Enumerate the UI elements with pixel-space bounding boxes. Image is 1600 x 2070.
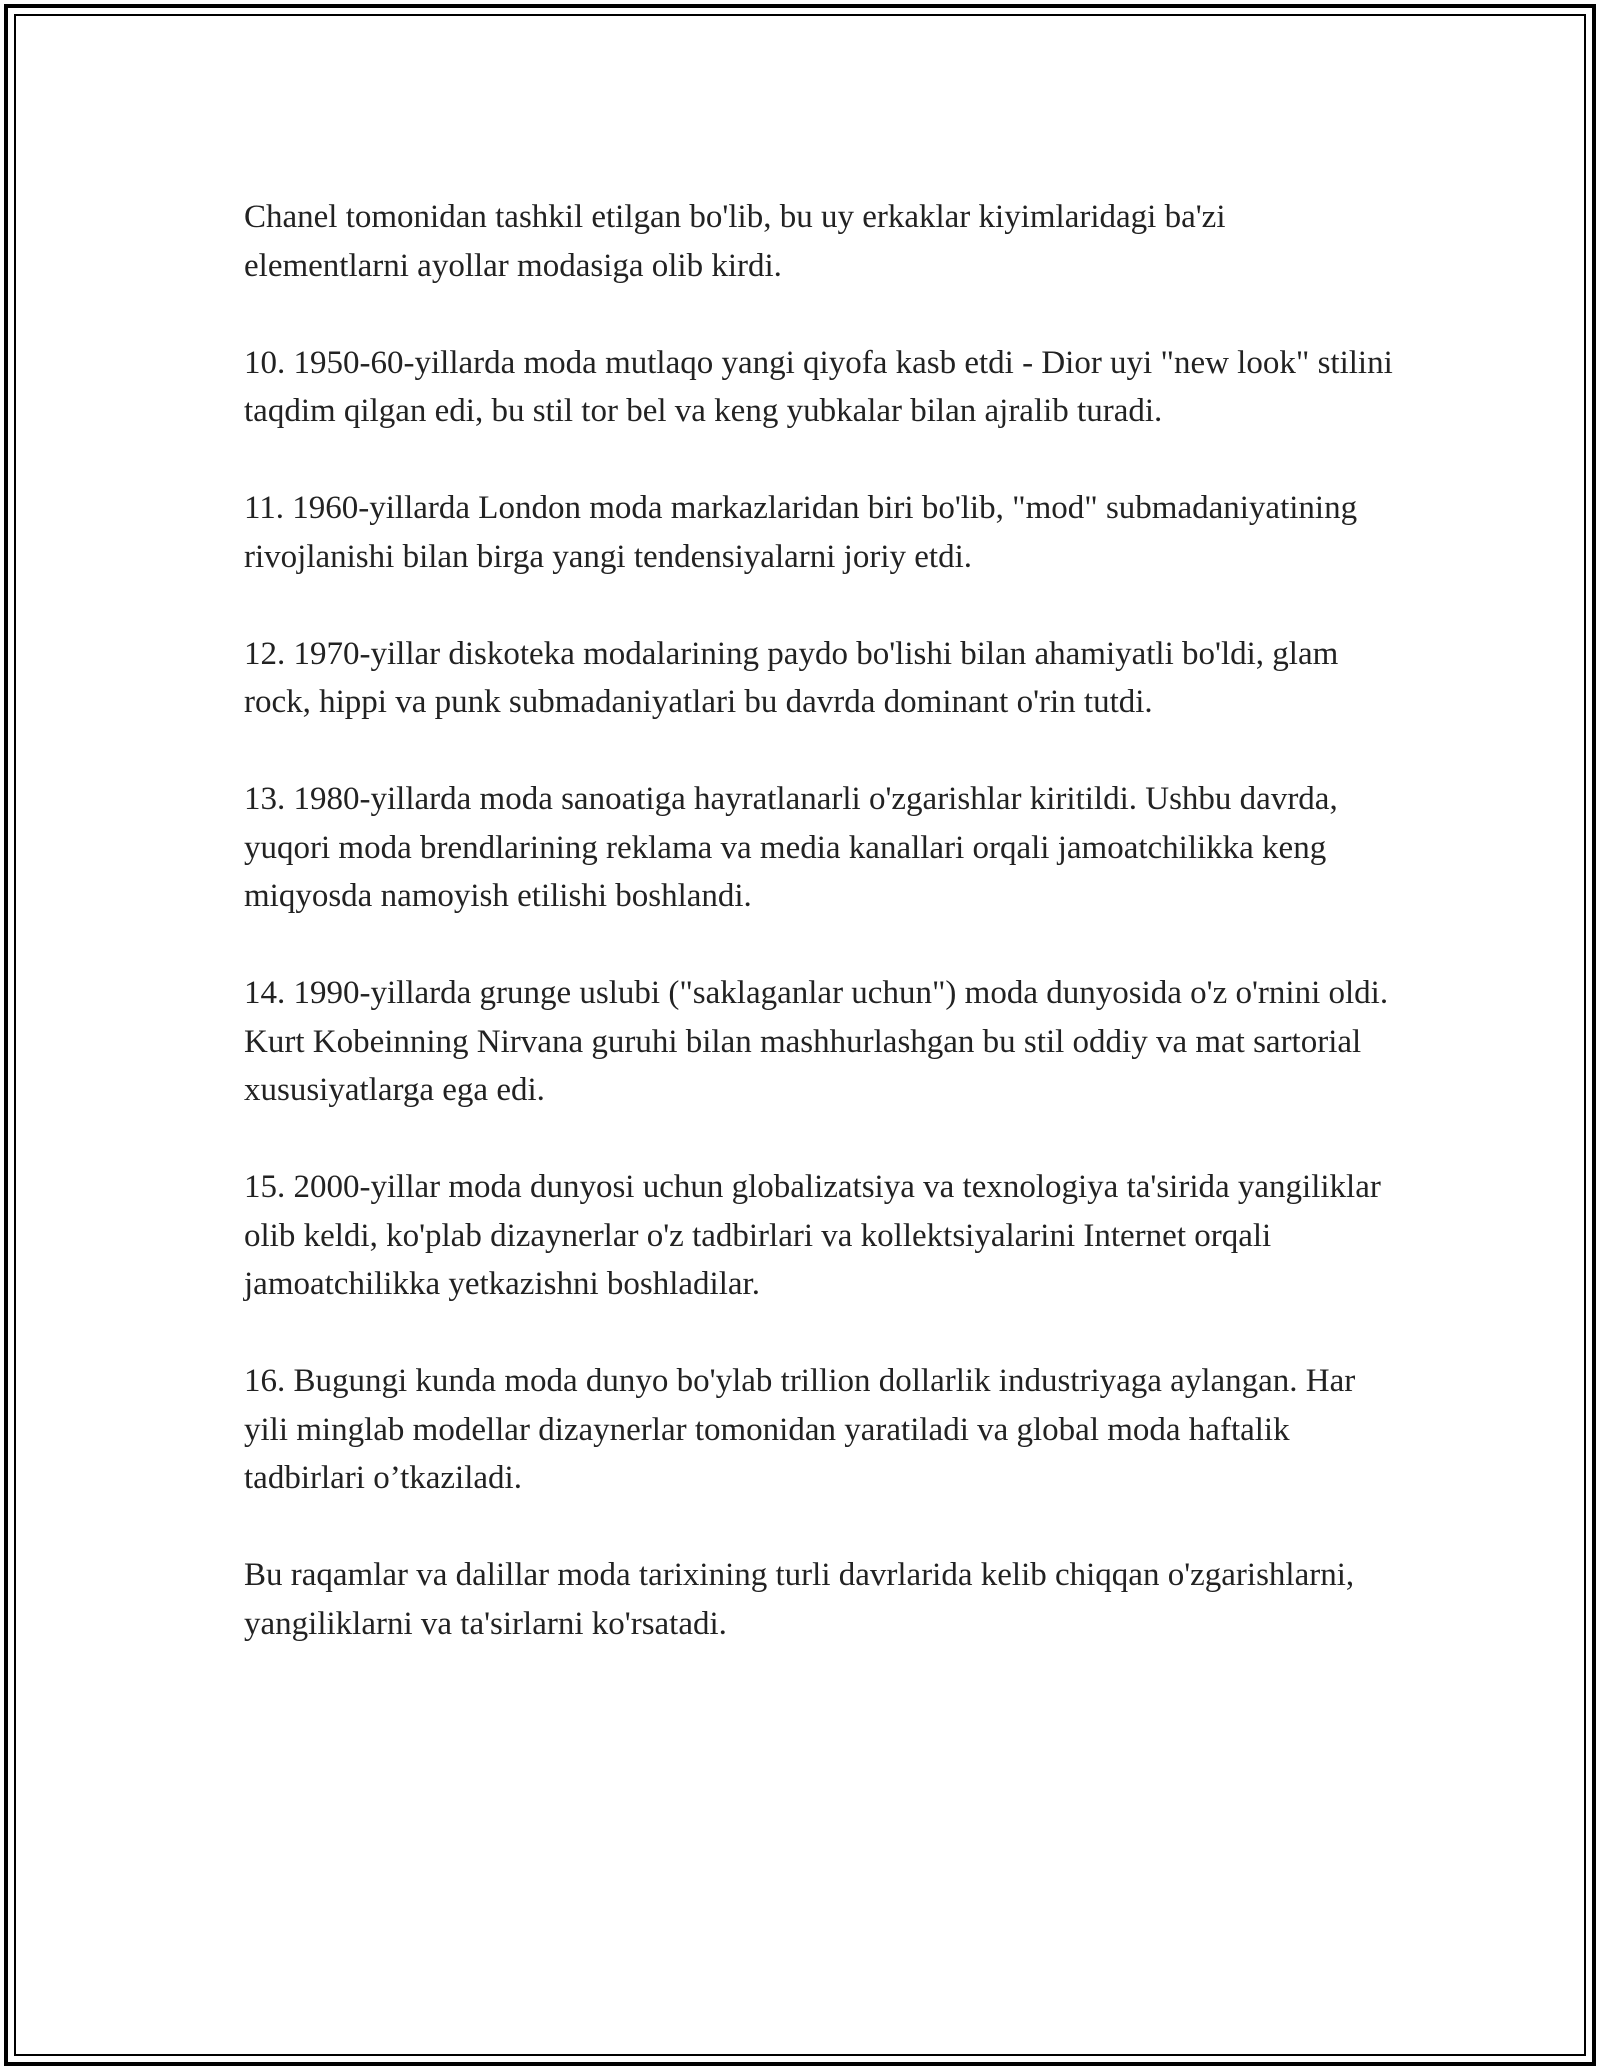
document-body xyxy=(244,193,1394,1697)
paragraph-item-16: 16. Bugungi kunda moda dunyo bo'ylab trillion dollarlik industriyaga aylangan. Har yili minglab modellar dizaynerlar tomonidan yaratiladi va global moda haftalik tadbirlari o’tkaziladi. xyxy=(244,1363,1356,1496)
paragraph-item-12: 12. 1970-yillar diskoteka modalarining paydo bo'lishi bilan ahamiyatli bo'ldi, glam rock, hippi va punk submadaniyatlari bu davrda dominant o'rin tutdi. xyxy=(244,635,1339,720)
paragraph-item-14: 14. 1990-yillarda grunge uslubi ("saklaganlar uchun") moda dunyosida o'z o'rnini oldi. Kurt Kobeinning Nirvana guruhi bilan mashhurlashgan bu stil oddiy va mat sartorial xususiyatlarga ega edi. xyxy=(244,975,1389,1108)
paragraph-conclusion: Bu raqamlar va dalillar moda tarixining turli davrlarida kelib chiqqan o'zgarishlarni, yangiliklarni va ta'sirlarni ko'rsatadi. xyxy=(244,1557,1355,1642)
paragraph-chanel-intro: Chanel tomonidan tashkil etilgan bo'lib, bu uy erkaklar kiyimlaridagi ba'zi elementlarni ayollar modasiga olib kirdi. xyxy=(244,199,1226,284)
paragraph-item-11: 11. 1960-yillarda London moda markazlaridan biri bo'lib, "mod" submadaniyatining rivojlanishi bilan birga yangi tendensiyalarni joriy etdi. xyxy=(244,490,1358,575)
paragraph-item-10: 10. 1950-60-yillarda moda mutlaqo yangi qiyofa kasb etdi - Dior uyi "new look" stilini taqdim qilgan edi, bu stil tor bel va keng yubkalar bilan ajralib turadi. xyxy=(244,344,1393,429)
paragraph-item-15: 15. 2000-yillar moda dunyosi uchun globalizatsiya va texnologiya ta'sirida yangiliklar olib keldi, ko'plab dizaynerlar o'z tadbirlari va kollektsiyalarini Internet orqali jamoatchilikka yetkazishni boshladilar. xyxy=(244,1169,1381,1302)
paragraph-item-13: 13. 1980-yillarda moda sanoatiga hayratlanarli o'zgarishlar kiritildi. Ushbu davrda, yuqori moda brendlarining reklama va media kanallari orqali jamoatchilikka keng miqyosda namoyish etilishi boshlandi. xyxy=(244,781,1338,914)
page-frame xyxy=(4,4,1596,2066)
